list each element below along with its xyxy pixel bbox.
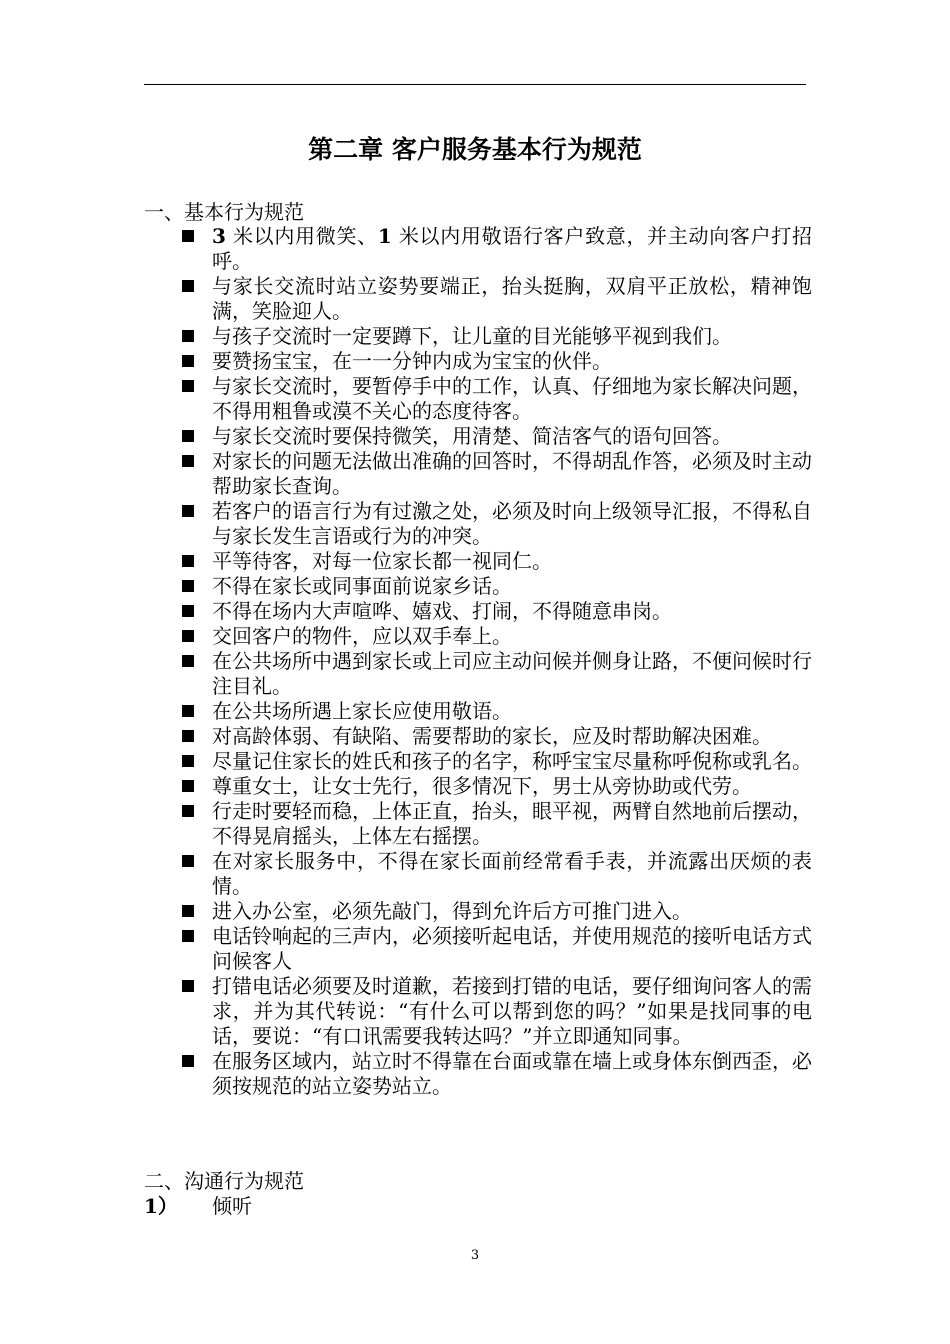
list-item-text: 对高龄体弱、有缺陷、需要帮助的家长，应及时帮助解决困难。 [212, 724, 772, 748]
list-item-text: 要赞扬宝宝，在一一分钟内成为宝宝的伙伴。 [212, 349, 612, 373]
list-item [180, 749, 812, 774]
list-item-text: 在对家长服务中，不得在家长面前经常看手表，并流露出厌烦的表情。 [212, 849, 812, 898]
square-bullet-icon [182, 705, 194, 717]
item-text: 倾听 [212, 1194, 252, 1218]
list-item [180, 799, 812, 849]
list-item-text: 若客户的语言行为有过激之处，必须及时向上级领导汇报，不得私自与家长发生言语或行为的冲突。 [212, 499, 812, 548]
square-bullet-icon [182, 980, 194, 992]
square-bullet-icon [182, 580, 194, 592]
list-item [180, 349, 812, 374]
square-bullet-icon [182, 905, 194, 917]
list-item [180, 324, 812, 349]
header-rule [144, 84, 806, 85]
square-bullet-icon [182, 930, 194, 942]
list-item [180, 899, 812, 924]
list-item-text: 在公共场所遇上家长应使用敬语。 [212, 699, 512, 723]
list-item [180, 224, 812, 274]
list-item [180, 549, 812, 574]
list-item [180, 624, 812, 649]
square-bullet-icon [182, 655, 194, 667]
list-item-text: 行走时要轻而稳，上体正直，抬头，眼平视，两臂自然地前后摆动，不得晃肩摇头，上体左右摇摆。 [212, 799, 812, 848]
list-item-text: 米以内用敬语行客户致意，并主动向客户打招呼。 [212, 224, 813, 273]
list-item-text: 米以内用微笑、 [225, 224, 378, 248]
list-item-text: 在服务区域内，站立时不得靠在台面或靠在墙上或身体东倒西歪，必须按规范的站立姿势站立。 [212, 1049, 812, 1098]
square-bullet-icon [182, 280, 194, 292]
list-item-text: 与家长交流时站立姿势要端正，抬头挺胸，双肩平正放松，精神饱满，笑脸迎人。 [212, 274, 812, 323]
list-item [180, 649, 812, 699]
list-item [180, 924, 812, 974]
list-item-text: 与孩子交流时一定要蹲下，让儿童的目光能够平视到我们。 [212, 324, 732, 348]
list-item [180, 374, 812, 424]
list-item [180, 849, 812, 899]
list-item-text: 打错电话必须要及时道歉，若接到打错的电话，要仔细询问客人的需求，并为其代转说：“有什么可以帮到您的吗？”如果是找同事的电话，要说：“有口讯需要我转达吗？”并立即通知同事。 [212, 974, 812, 1048]
section-heading-basic-conduct: 一、基本行为规范 [144, 200, 304, 224]
square-bullet-icon [182, 230, 194, 242]
list-item [180, 274, 812, 324]
item-number: 1） [144, 1194, 178, 1218]
list-item-text: 交回客户的物件，应以双手奉上。 [212, 624, 512, 648]
square-bullet-icon [182, 430, 194, 442]
distance-number: 3 [212, 224, 226, 248]
list-item [180, 499, 812, 549]
list-item-text: 平等待客，对每一位家长都一视同仁。 [212, 549, 552, 573]
list-item-text: 进入办公室，必须先敲门，得到允许后方可推门进入。 [212, 899, 692, 923]
square-bullet-icon [182, 380, 194, 392]
square-bullet-icon [182, 1055, 194, 1067]
list-item [180, 774, 812, 799]
list-item [180, 724, 812, 749]
list-item-text: 对家长的问题无法做出准确的回答时，不得胡乱作答，必须及时主动帮助家长查询。 [212, 449, 812, 498]
list-item-text: 尽量记住家长的姓氏和孩子的名字，称呼宝宝尽量称呼倪称或乳名。 [212, 749, 812, 773]
section-heading-communication: 二、沟通行为规范 [144, 1169, 304, 1193]
square-bullet-icon [182, 755, 194, 767]
list-item-text: 与家长交流时要保持微笑，用清楚、简洁客气的语句回答。 [212, 424, 732, 448]
square-bullet-icon [182, 780, 194, 792]
square-bullet-icon [182, 455, 194, 467]
square-bullet-icon [182, 730, 194, 742]
square-bullet-icon [182, 630, 194, 642]
page-number: 3 [470, 1248, 480, 1263]
list-item [180, 424, 812, 449]
list-item [180, 1049, 812, 1099]
list-item [180, 449, 812, 499]
square-bullet-icon [182, 355, 194, 367]
chapter-title: 第二章 客户服务基本行为规范 [308, 135, 642, 164]
square-bullet-icon [182, 555, 194, 567]
list-item [180, 574, 812, 599]
list-item-text: 与家长交流时，要暂停手中的工作，认真、仔细地为家长解决问题，不得用粗鲁或漠不关心的态度待客。 [212, 374, 812, 423]
square-bullet-icon [182, 330, 194, 342]
square-bullet-icon [182, 805, 194, 817]
square-bullet-icon [182, 505, 194, 517]
list-item-text: 尊重女士，让女士先行，很多情况下，男士从旁协助或代劳。 [212, 774, 752, 798]
list-item-text: 电话铃响起的三声内，必须接听起电话，并使用规范的接听电话方式问候客人 [212, 924, 812, 973]
list-item-text: 不得在场内大声喧哗、嬉戏、打闹，不得随意串岗。 [212, 599, 672, 623]
list-item [180, 974, 812, 1049]
list-item-text: 不得在家长或同事面前说家乡话。 [212, 574, 512, 598]
list-item [180, 599, 812, 624]
square-bullet-icon [182, 605, 194, 617]
conduct-bullet-list [180, 224, 812, 1099]
list-item [180, 699, 812, 724]
numbered-item [144, 1193, 252, 1219]
list-item-text: 在公共场所中遇到家长或上司应主动问候并侧身让路，不便问候时行注目礼。 [212, 649, 812, 698]
square-bullet-icon [182, 855, 194, 867]
distance-number: 1 [377, 224, 392, 248]
